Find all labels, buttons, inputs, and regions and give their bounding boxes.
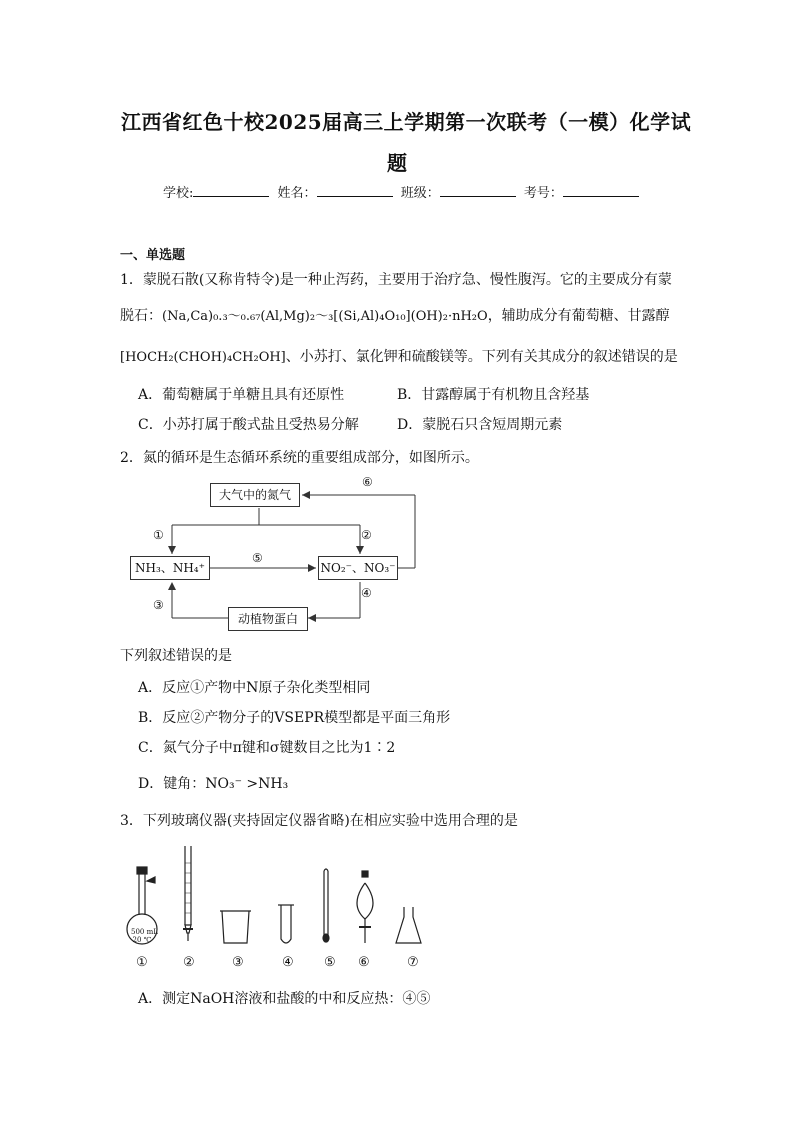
student-info-line: [163, 182, 643, 201]
number-blank[interactable]: [563, 184, 639, 197]
q3-option-a[interactable]: A．测定NaOH溶液和盐酸的中和反应热：④⑤: [138, 991, 431, 1007]
q3-stem: 3．下列玻璃仪器(夹持固定仪器省略)在相应实验中选用合理的是: [120, 813, 518, 829]
q1-option-c[interactable]: C．小苏打属于酸式盐且受热易分解: [138, 417, 359, 433]
school-label: 学校:: [163, 186, 194, 201]
label-4: ④: [361, 586, 372, 600]
q2-option-d[interactable]: D．键角：NO₃⁻ >NH₃: [138, 776, 289, 792]
name-blank[interactable]: [317, 184, 393, 197]
label-6: ⑥: [362, 475, 373, 489]
q1-prefix: 脱石：: [120, 308, 162, 324]
q1-option-b[interactable]: B．甘露醇属于有机物且含羟基: [397, 387, 590, 403]
q1-line3-suffix: 、小苏打、氯化钾和硫酸镁等。下列有关其成分的叙述错误的是: [285, 349, 678, 365]
apparatus-label-5: ⑤: [324, 955, 336, 970]
nitrite-nitrate-box: NO₂⁻、NO₃⁻: [318, 556, 398, 580]
page-title-line1: 江西省红色十校2025届高三上学期第一次联考（一模）化学试: [121, 110, 692, 134]
q1-stem-line3: [120, 346, 678, 366]
q1-stem-line2: [120, 305, 670, 325]
apparatus-label-1: ①: [136, 955, 148, 970]
flask-volume-label: 500 mL: [131, 928, 158, 936]
flask-temperature-label: 20 ℃: [132, 936, 152, 944]
page-title-line2: 题: [387, 151, 408, 175]
q1-option-a[interactable]: A．葡萄糖属于单糖且具有还原性: [138, 387, 345, 403]
ammonia-box: NH₃、NH₄⁺: [130, 556, 210, 580]
q2-option-c[interactable]: C．氮气分子中π键和σ键数目之比为1∶2: [138, 740, 396, 756]
mannitol-formula: [HOCH₂(CHOH)₄CH₂OH]: [120, 350, 286, 365]
label-5: ⑤: [252, 551, 263, 565]
apparatus-label-3: ③: [232, 955, 244, 970]
apparatus-label-7: ⑦: [407, 955, 419, 970]
flask-marking: [131, 928, 158, 944]
label-1: ①: [153, 528, 164, 542]
apparatus-label-2: ②: [183, 955, 195, 970]
apparatus-label-6: ⑥: [358, 955, 370, 970]
q2-stem: 2．氮的循环是生态循环系统的重要组成部分，如图所示。: [120, 450, 479, 466]
q1-suffix: ，辅助成分有葡萄糖、甘露醇: [487, 308, 670, 324]
section-heading: 一、单选题: [120, 248, 186, 263]
class-blank[interactable]: [440, 184, 516, 197]
label-3: ③: [153, 598, 164, 612]
q1-option-d[interactable]: D．蒙脱石只含短周期元素: [397, 417, 563, 433]
q2-prompt: 下列叙述错误的是: [120, 648, 232, 664]
protein-box: 动植物蛋白: [228, 607, 308, 631]
glassware-illustration: [125, 843, 430, 948]
name-label: 姓名：: [277, 186, 317, 201]
q1-stem-line1: 1．蒙脱石散(又称肯特令)是一种止泻药，主要用于治疗急、慢性腹泻。它的主要成分有蒙: [120, 272, 672, 288]
atmospheric-nitrogen-box: 大气中的氮气: [210, 483, 300, 507]
number-label: 考号：: [523, 186, 563, 201]
school-blank[interactable]: [193, 184, 269, 197]
apparatus-label-4: ④: [282, 955, 294, 970]
q2-option-a[interactable]: A．反应①产物中N原子杂化类型相同: [138, 680, 371, 696]
q2-option-b[interactable]: B．反应②产物分子的VSEPR模型都是平面三角形: [138, 710, 451, 726]
label-2: ②: [361, 528, 372, 542]
montmorillonite-formula: (Na,Ca)₀.₃～₀.₆₇(Al,Mg)₂～₃[(Si,Al)₄O₁₀](OH)₂·nH₂O: [162, 309, 488, 324]
class-label: 班级：: [400, 186, 440, 201]
